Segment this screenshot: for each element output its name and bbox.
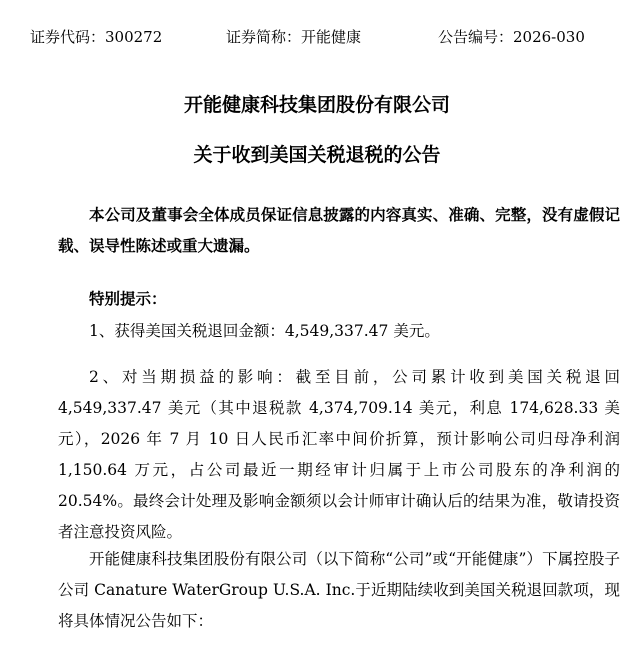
body-paragraph: 开能健康科技集团股份有限公司（以下简称“公司”或“开能健康”）下属控股子公司 Canature WaterGroup U.S.A. Inc.于近期陆续收到美国关税退回款项，现将具体情况公告如下：: [58, 550, 620, 630]
highlight-heading: 特别提示：: [89, 290, 167, 308]
disclaimer: 本公司及董事会全体成员保证信息披露的内容真实、准确、完整，没有虚假记载、误导性陈述或重大遗漏。: [58, 206, 620, 255]
company-name: 开能健康科技集团股份有限公司: [183, 94, 450, 116]
security-abbr: 证券简称：开能健康: [226, 28, 362, 46]
announcement-no: 公告编号：2026-030: [438, 28, 585, 46]
highlight-item-2: 2、对当期损益的影响：截至目前，公司累计收到美国关税退回 4,549,337.47 美元（其中退税款 4,374,709.14 美元，利息 174,628.33 美元），2026 年 7 月 10 日人民币汇率中间价折算，预计影响公司归母净利润 1,150.64 万元，占公司最近一期经审计归属于上市公司股东的净利润的 20.54%。最终会计处理及影响金额须以会计师审计确认后的结果为准，敬请投资者注意投资风险。: [58, 368, 620, 541]
highlight-item-1: 1、获得美国关税退回金额：4,549,337.47 美元。: [89, 322, 440, 340]
security-code: 证券代码：300272: [30, 28, 163, 46]
announcement-title: 关于收到美国关税退税的公告: [193, 144, 441, 166]
